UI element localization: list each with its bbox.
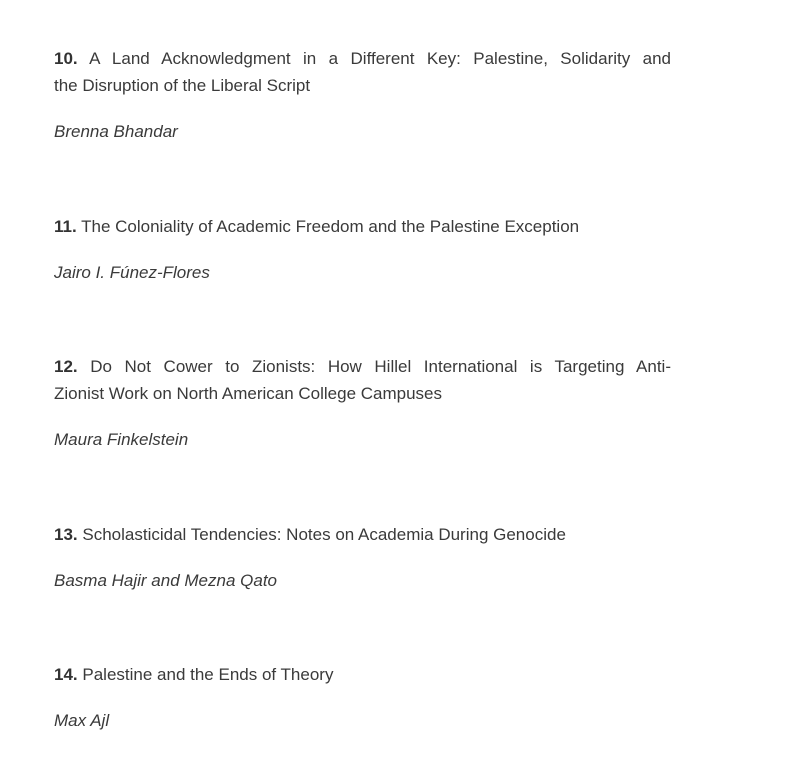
chapter-number: 10. bbox=[54, 49, 78, 68]
chapter-title bbox=[54, 353, 671, 407]
chapter-number: 14. bbox=[54, 664, 78, 684]
chapter-author: Brenna Bhandar bbox=[54, 122, 178, 142]
toc-entry bbox=[54, 661, 671, 734]
chapter-title-line bbox=[54, 213, 671, 240]
chapter-title bbox=[54, 213, 671, 240]
chapter-title-text: Scholasticidal Tendencies: Notes on Academia During Genocide bbox=[82, 524, 566, 544]
chapter-title-text: Zionist Work on North American College Campuses bbox=[54, 384, 443, 404]
toc-entry bbox=[54, 353, 671, 454]
chapter-title-line bbox=[54, 380, 671, 407]
chapter-title-text: the Disruption of the Liberal Script bbox=[54, 76, 311, 96]
chapter-title bbox=[54, 521, 671, 548]
chapter-title bbox=[54, 661, 671, 688]
chapter-title-line bbox=[54, 521, 671, 548]
chapter-title-line bbox=[54, 45, 671, 72]
chapter-title-text: The Coloniality of Academic Freedom and the Palestine Exception bbox=[81, 216, 580, 236]
chapter-author: Basma Hajir and Mezna Qato bbox=[54, 570, 277, 590]
toc-entry bbox=[54, 213, 671, 286]
chapter-number: 12. bbox=[54, 356, 78, 376]
chapter-title-line bbox=[54, 661, 671, 688]
chapter-title bbox=[54, 45, 671, 99]
toc-list bbox=[54, 45, 671, 734]
chapter-title-text: A Land Acknowledgment in a Different Key: Palestine, Solidarity and bbox=[89, 49, 671, 68]
chapter-author: Jairo I. Fúnez-Flores bbox=[54, 262, 210, 282]
toc-entry bbox=[54, 45, 671, 146]
chapter-author: Max Ajl bbox=[54, 711, 110, 731]
chapter-title-text: Do Not Cower to Zionists: How Hillel International is Targeting Anti- bbox=[90, 356, 671, 376]
chapter-title-line bbox=[54, 353, 671, 380]
chapter-number: 13. bbox=[54, 524, 78, 544]
chapter-title-line bbox=[54, 72, 671, 99]
chapter-number: 11. bbox=[54, 216, 77, 236]
chapter-title-text: Palestine and the Ends of Theory bbox=[82, 664, 334, 684]
toc-entry bbox=[54, 521, 671, 594]
chapter-author: Maura Finkelstein bbox=[54, 430, 189, 450]
